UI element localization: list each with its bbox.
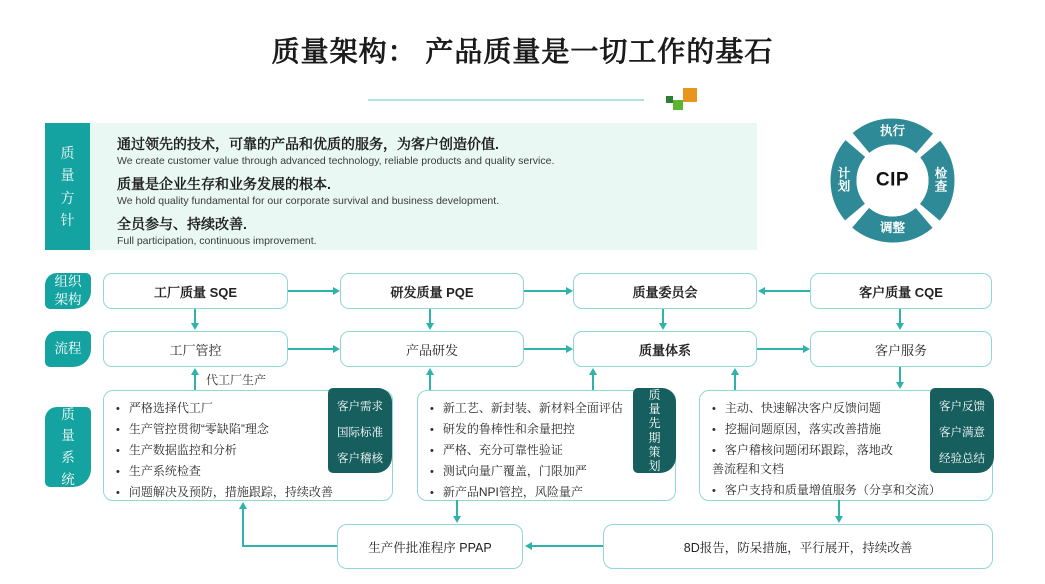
arrow-system3-to-quality-system: [734, 374, 736, 390]
oem-production-label: 代工厂生产: [206, 373, 267, 387]
process-box-quality-system: 质量体系: [573, 331, 757, 367]
policy-label-text: 质量方针: [60, 144, 75, 228]
arrow-org-1-2: [288, 290, 334, 292]
list-item: • 问题解决及预防，措施跟踪，持续改善: [116, 483, 382, 503]
page-title: 质量架构： 产品质量是一切工作的基石: [271, 36, 774, 67]
process-box-factory-control: 工厂管控: [103, 331, 288, 367]
arrow-process-2-3: [524, 348, 567, 350]
list-item: • 生产系统检查: [116, 462, 382, 482]
brand-logo-icon: [664, 85, 704, 115]
list-item: • 客户支持和质量增值服务（分享和交流）: [712, 481, 982, 501]
list-item: • 挖掘问题原因，落实改善措施: [712, 420, 982, 440]
org-box-factory-quality-sqe: 工厂质量 SQE: [103, 273, 288, 309]
cip-step-adjust: 调整: [879, 221, 905, 236]
list-item: • 主动、快速解决客户反馈问题: [712, 399, 982, 419]
ppap-box: 生产件批准程序 PPAP: [337, 524, 523, 569]
arrow-system3-to-8d: [838, 500, 840, 517]
system-box-rd-list: [430, 399, 665, 503]
process-box-product-rd: 产品研发: [340, 331, 524, 367]
policy-panel: [90, 123, 757, 250]
policy-item-en: We hold quality fundamental for our corporate survival and business development.: [117, 195, 500, 207]
policy-item-zh: 全员参与、持续改善.: [117, 216, 247, 232]
cip-step-check: 检查: [934, 165, 948, 194]
policy-label: [45, 123, 90, 250]
policy-item-zh: 通过领先的技术，可靠的产品和优质的服务，为客户创造价值.: [117, 136, 499, 152]
list-item: • 新工艺、新封装、新材料全面评估: [430, 399, 665, 419]
list-item: • 生产数据监控和分析: [116, 441, 382, 461]
logo-square-green: [673, 100, 683, 110]
8d-report-box: 8D报告，防呆措施，平行展开，持续改善: [603, 524, 993, 569]
list-item: • 生产管控贯彻“零缺陷”理念: [116, 420, 382, 440]
arrow-process-1-2: [288, 348, 334, 350]
list-item: • 客户稽核问题闭环跟踪，落地改善流程和文档: [712, 441, 982, 480]
title-underline: [368, 99, 644, 101]
arrow-ppap-to-system1: [242, 508, 244, 547]
tag-customer-requirements: 客户需求 国际标准 客户稽核: [328, 388, 392, 473]
arrow-system2-to-product-rd: [429, 374, 431, 390]
logo-square-orange: [683, 88, 697, 102]
cip-cycle-diagram: [830, 118, 955, 243]
cip-center-label: CIP: [875, 169, 910, 191]
arrow-system2-to-quality-system: [592, 374, 594, 390]
arrow-process-3-4: [757, 348, 804, 350]
org-box-quality-committee: 质量委员会: [573, 273, 757, 309]
policy-item-en: Full participation, continuous improvement.: [117, 235, 317, 247]
list-item: • 严格、充分可靠性验证: [430, 441, 665, 461]
arrow-org-2-3: [524, 290, 567, 292]
arrow-customer-service-to-system3: [899, 367, 901, 383]
cip-step-plan: 计划: [837, 165, 851, 194]
arrow-system2-to-ppap: [456, 500, 458, 517]
tag-advance-quality-planning: 质量先期策划: [633, 388, 676, 473]
policy-item-zh: 质量是企业生存和业务发展的根本.: [117, 176, 331, 192]
arrow-org-4-3: [764, 290, 810, 292]
policy-item-en: We create customer value through advanced technology, reliable products and quality service.: [117, 155, 555, 167]
org-row-label: 组织架构: [45, 273, 91, 309]
list-item: • 严格选择代工厂: [116, 399, 382, 419]
arrow-system1-to-factory-control: [194, 374, 196, 390]
arrow-org-to-process-4: [899, 309, 901, 324]
arrow-org-to-process-2: [429, 309, 431, 324]
logo-square-dark-green: [666, 96, 673, 103]
system-row-label: 质量系统: [45, 407, 91, 487]
org-box-rd-quality-pqe: 研发质量 PQE: [340, 273, 524, 309]
process-row-label: 流程: [45, 331, 91, 367]
arrow-8d-to-ppap: [531, 545, 603, 547]
line-ppap-left: [243, 545, 337, 547]
tag-customer-feedback: 客户反馈 客户满意 经验总结: [930, 388, 994, 473]
list-item: • 研发的鲁棒性和余量把控: [430, 420, 665, 440]
org-box-customer-quality-cqe: 客户质量 CQE: [810, 273, 992, 309]
list-item: • 新产品NPI管控，风险量产: [430, 483, 665, 503]
arrow-org-to-process-3: [662, 309, 664, 324]
list-item: • 测试向量广覆盖，门限加严: [430, 462, 665, 482]
cip-step-execute: 执行: [879, 124, 905, 138]
process-box-customer-service: 客户服务: [810, 331, 992, 367]
arrow-org-to-process-1: [194, 309, 196, 324]
